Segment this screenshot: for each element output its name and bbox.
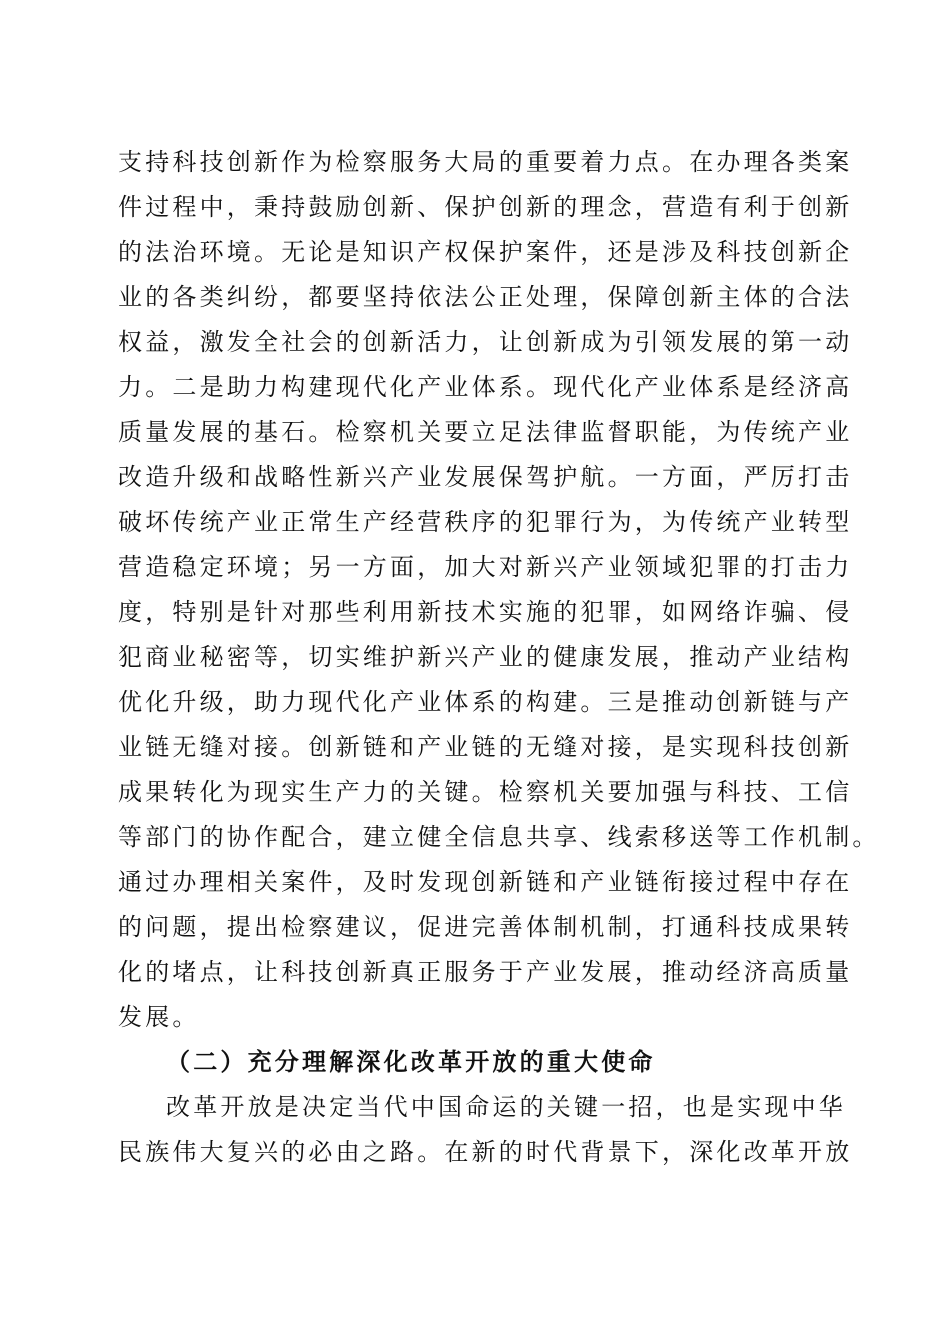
paragraph-line: 营造稳定环境；另一方面，加大对新兴产业领域犯罪的打击力 — [118, 553, 853, 581]
paragraph-line: 等部门的协作配合，建立健全信息共享、线索移送等工作机制。 — [118, 823, 880, 851]
paragraph-line: 度，特别是针对那些利用新技术实施的犯罪，如网络诈骗、侵 — [118, 598, 853, 626]
paragraph-line: 通过办理相关案件，及时发现创新链和产业链衔接过程中存在 — [118, 868, 853, 896]
section-heading: （二）充分理解深化改革开放的重大使命 — [166, 1047, 656, 1076]
paragraph-line: 破坏传统产业正常生产经营秩序的犯罪行为，为传统产业转型 — [118, 508, 853, 536]
paragraph-line: 业的各类纠纷，都要坚持依法公正处理，保障创新主体的合法 — [118, 283, 853, 311]
paragraph-line: 的法治环境。无论是知识产权保护案件，还是涉及科技创新企 — [118, 238, 853, 266]
paragraph-line: 质量发展的基石。检察机关要立足法律监督职能，为传统产业 — [118, 418, 853, 446]
paragraph-line: 权益，激发全社会的创新活力，让创新成为引领发展的第一动 — [118, 328, 853, 356]
paragraph-line: 优化升级，助力现代化产业体系的构建。三是推动创新链与产 — [118, 688, 853, 716]
paragraph-line: 改造升级和战略性新兴产业发展保驾护航。一方面，严厉打击 — [118, 463, 853, 491]
paragraph-line: 支持科技创新作为检察服务大局的重要着力点。在办理各类案 — [118, 148, 853, 176]
paragraph-line: 件过程中，秉持鼓励创新、保护创新的理念，营造有利于创新 — [118, 193, 853, 221]
paragraph-line: 改革开放是决定当代中国命运的关键一招，也是实现中华 — [166, 1093, 846, 1121]
paragraph-line: 发展。 — [118, 1003, 200, 1031]
paragraph-line: 犯商业秘密等，切实维护新兴产业的健康发展，推动产业结构 — [118, 643, 853, 671]
paragraph-line: 成果转化为现实生产力的关键。检察机关要加强与科技、工信 — [118, 778, 853, 806]
paragraph-line: 的问题，提出检察建议，促进完善体制机制，打通科技成果转 — [118, 913, 853, 941]
paragraph-line: 力。二是助力构建现代化产业体系。现代化产业体系是经济高 — [118, 373, 853, 401]
paragraph-line: 化的堵点，让科技创新真正服务于产业发展，推动经济高质量 — [118, 958, 853, 986]
paragraph-line: 民族伟大复兴的必由之路。在新的时代背景下，深化改革开放 — [118, 1138, 853, 1166]
paragraph-line: 业链无缝对接。创新链和产业链的无缝对接，是实现科技创新 — [118, 733, 853, 761]
